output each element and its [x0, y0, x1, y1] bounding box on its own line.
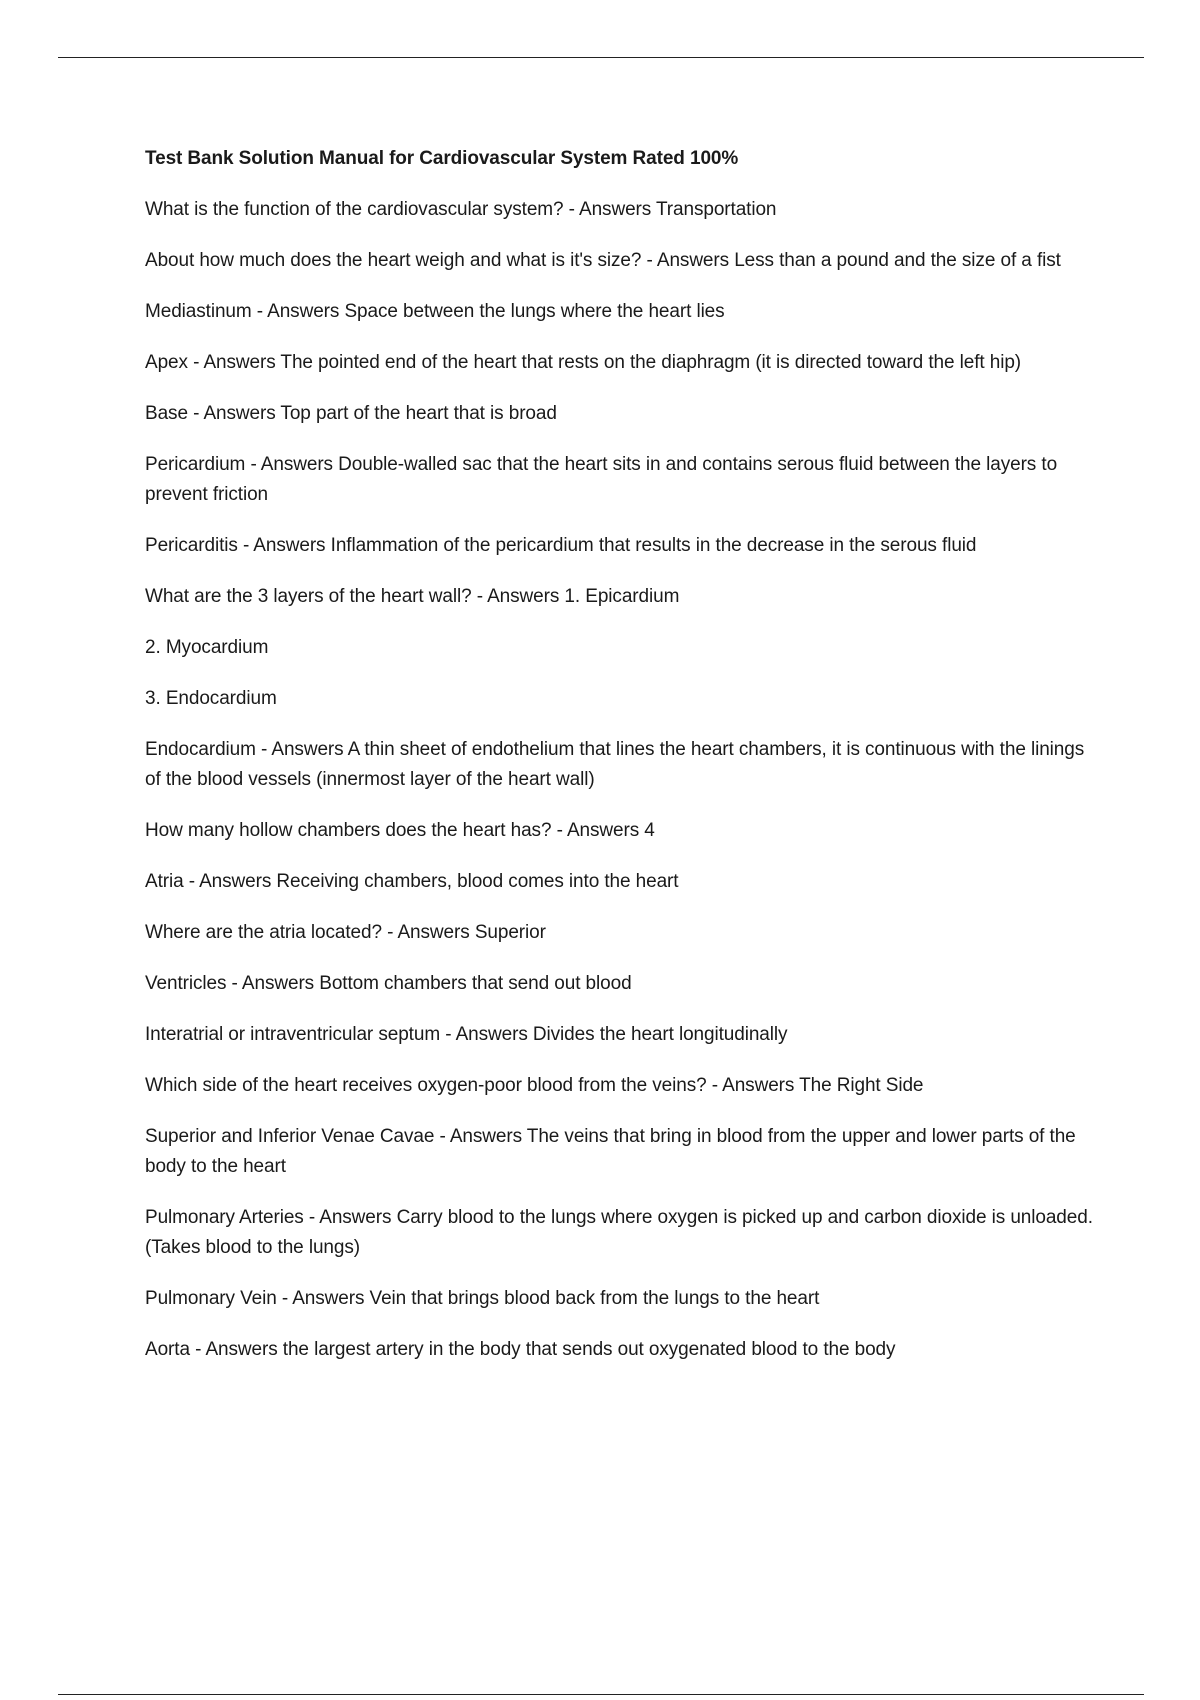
qa-item: Pericardium - Answers Double-walled sac that the heart sits in and contains serous fluid between the layers to prevent friction: [145, 454, 1058, 505]
qa-item: Apex - Answers The pointed end of the heart that rests on the diaphragm (it is directed toward the left hip): [145, 352, 1022, 373]
qa-item: 3. Endocardium: [145, 688, 277, 709]
qa-item: What are the 3 layers of the heart wall? - Answers 1. Epicardium: [145, 586, 680, 607]
qa-item: Pulmonary Arteries - Answers Carry blood to the lungs where oxygen is picked up and carbon dioxide is unloaded. (Takes blood to the lungs): [145, 1207, 1093, 1258]
qa-item: Pulmonary Vein - Answers Vein that brings blood back from the lungs to the heart: [145, 1288, 820, 1309]
qa-item: Aorta - Answers the largest artery in the body that sends out oxygenated blood to the body: [145, 1339, 896, 1360]
qa-item: How many hollow chambers does the heart has? - Answers 4: [145, 820, 655, 841]
document-title: Test Bank Solution Manual for Cardiovascular System Rated 100%: [145, 148, 739, 169]
qa-item: Interatrial or intraventricular septum - Answers Divides the heart longitudinally: [145, 1024, 788, 1045]
qa-item: Where are the atria located? - Answers Superior: [145, 922, 546, 943]
bottom-divider: [58, 1694, 1144, 1695]
qa-item: About how much does the heart weigh and what is it's size? - Answers Less than a pound and the size of a fist: [145, 250, 1061, 271]
qa-item: Which side of the heart receives oxygen-poor blood from the veins? - Answers The Right Side: [145, 1075, 924, 1096]
qa-item: Base - Answers Top part of the heart that is broad: [145, 403, 557, 424]
qa-item: Superior and Inferior Venae Cavae - Answers The veins that bring in blood from the upper and lower parts of the body to the heart: [145, 1126, 1076, 1177]
qa-item: What is the function of the cardiovascular system? - Answers Transportation: [145, 199, 777, 220]
qa-item: 2. Myocardium: [145, 637, 269, 658]
document-body: [145, 144, 1095, 1386]
qa-item: Pericarditis - Answers Inflammation of the pericardium that results in the decrease in the serous fluid: [145, 535, 977, 556]
qa-item: Endocardium - Answers A thin sheet of endothelium that lines the heart chambers, it is continuous with the linings of the blood vessels (innermost layer of the heart wall): [145, 739, 1085, 790]
qa-item: Ventricles - Answers Bottom chambers that send out blood: [145, 973, 632, 994]
qa-list: [145, 195, 1095, 1365]
qa-item: Mediastinum - Answers Space between the lungs where the heart lies: [145, 301, 725, 322]
top-divider: [58, 57, 1144, 58]
qa-item: Atria - Answers Receiving chambers, blood comes into the heart: [145, 871, 679, 892]
